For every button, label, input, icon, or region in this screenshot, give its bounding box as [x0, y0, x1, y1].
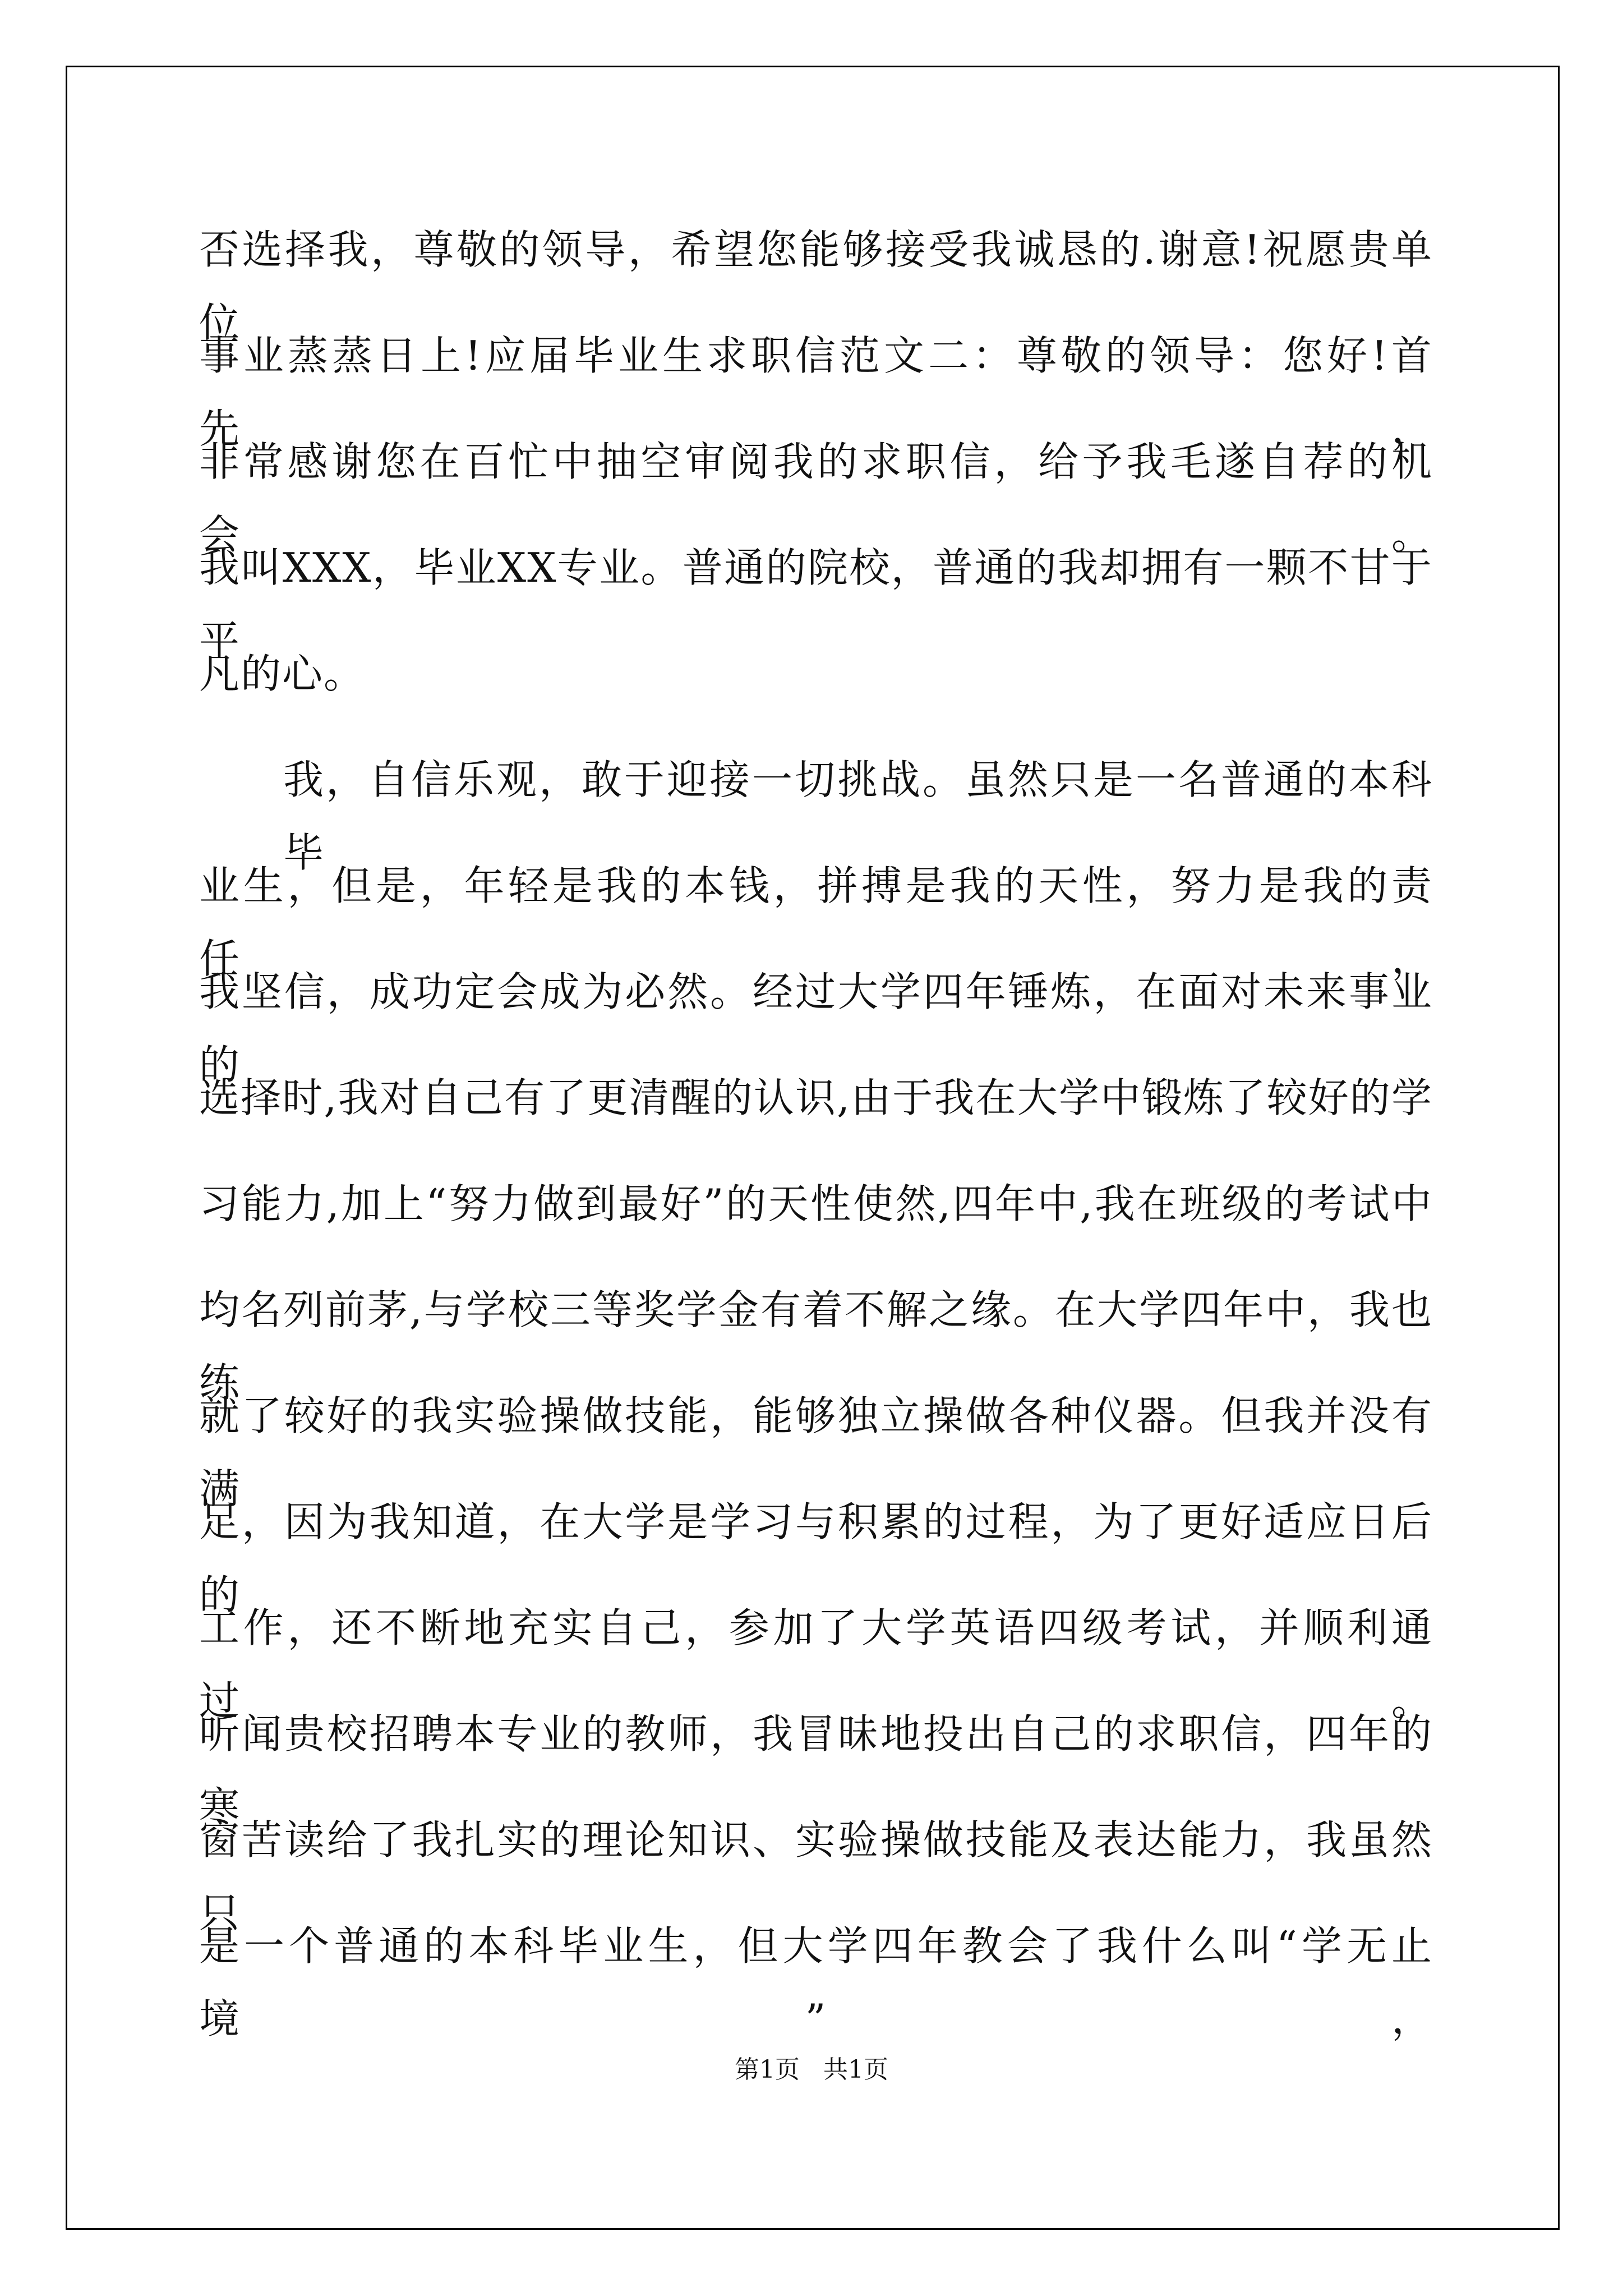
text-line: 非常感谢您在百忙中抽空审阅我的求职信，给予我毛遂自荐的机会。: [199, 438, 1433, 558]
text-line: 事业蒸蒸日上!应届毕业生求职信范文二：尊敬的领导：您好!首先，: [199, 332, 1433, 452]
page-number: 第1页: [735, 2055, 800, 2084]
text-line: 工作，还不断地充实自己，参加了大学英语四级考试，并顺利通过。: [199, 1604, 1433, 1724]
page-footer: [0, 2053, 1623, 2087]
text-line: 窗苦读给了我扎实的理论知识、实验操做技能及表达能力，我虽然只: [199, 1816, 1433, 1936]
text-line: 均名列前茅,与学校三等奖学金有着不解之缘。在大学四年中，我也练: [199, 1286, 1433, 1406]
text-line: 习能力,加上“努力做到最好”的天性使然,四年中,我在班级的考试中: [199, 1180, 1433, 1227]
text-line: 我坚信，成功定会成为必然。经过大学四年锤炼，在面对未来事业的: [199, 968, 1433, 1088]
text-line: 足，因为我知道，在大学是学习与积累的过程，为了更好适应日后的: [199, 1498, 1433, 1618]
text-line: 我叫XXX，毕业XX专业。普通的院校，普通的我却拥有一颗不甘于平: [199, 544, 1433, 664]
page-total: 共1页: [823, 2055, 888, 2084]
document-body: [199, 213, 1433, 2042]
text-line: 否选择我，尊敬的领导，希望您能够接受我诚恳的.谢意!祝愿贵单位: [199, 226, 1433, 346]
text-line: 听闻贵校招聘本专业的教师，我冒昧地投出自己的求职信，四年的寒: [199, 1710, 1433, 1830]
text-line: 就了较好的我实验操做技能，能够独立操做各种仪器。但我并没有满: [199, 1392, 1433, 1512]
text-line: 业生，但是，年轻是我的本钱，拼搏是我的天性，努力是我的责任，: [199, 862, 1433, 982]
text-line: 选择时,我对自己有了更清醒的认识,由于我在大学中锻炼了较好的学: [199, 1074, 1433, 1121]
text-line: 凡的心。: [199, 650, 366, 697]
paragraph-first-line: 我，自信乐观，敢于迎接一切挑战。虽然只是一名普通的本科毕: [283, 756, 1433, 876]
text-line: 是一个普通的本科毕业生，但大学四年教会了我什么叫“学无止境”，: [199, 1922, 1433, 2042]
